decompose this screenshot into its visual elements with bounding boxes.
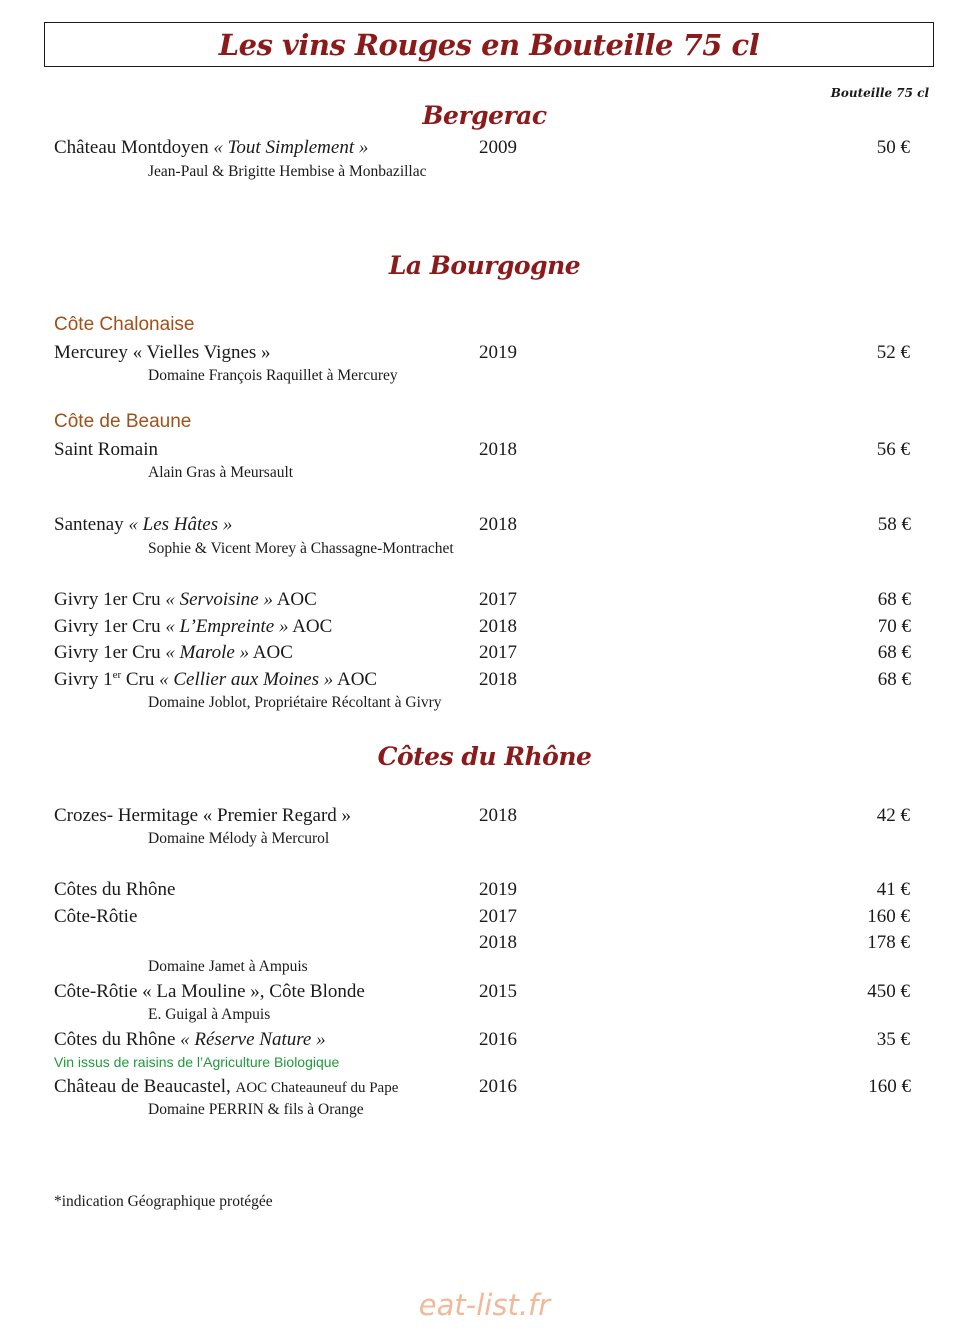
- wine-name: Crozes- Hermitage « Premier Regard »: [54, 805, 352, 826]
- wine-row-beaucastel: [0, 1076, 969, 1100]
- wine-producer: Sophie & Vicent Morey à Chassagne-Montrachet: [148, 540, 454, 557]
- wine-year: 2019: [479, 879, 517, 900]
- wine-row-mercurey: [0, 342, 969, 366]
- wine-year: 2015: [479, 981, 517, 1002]
- wine-row-cote-rotie: [0, 906, 969, 930]
- section-title-bourgogne: La Bourgogne: [388, 251, 581, 280]
- wine-price: 42 €: [876, 805, 910, 826]
- wine-name: Santenay « Les Hâtes »: [54, 514, 233, 535]
- wine-row-saint-romain: [0, 439, 969, 463]
- wine-price: 41 €: [876, 879, 910, 900]
- wine-name: Saint Romain: [54, 439, 158, 460]
- wine-row-givry-servoisine: [0, 589, 969, 613]
- wine-year: 2016: [479, 1029, 517, 1050]
- watermark: eat-list.fr: [418, 1288, 551, 1322]
- wine-year: 2018: [479, 805, 517, 826]
- wine-year: 2016: [479, 1076, 517, 1097]
- wine-producer: Jean-Paul & Brigitte Hembise à Monbazillac: [148, 163, 427, 180]
- wine-year: 2018: [479, 514, 517, 535]
- wine-producer: Alain Gras à Meursault: [148, 464, 294, 481]
- wine-row-montdoyen: [0, 137, 969, 161]
- wine-row-la-mouline: [0, 981, 969, 1005]
- wine-year: 2017: [479, 642, 517, 663]
- wine-producer: Domaine Joblot, Propriétaire Récoltant à Givry: [148, 694, 442, 711]
- subregion-beaune: Côte de Beaune: [54, 411, 192, 432]
- wine-price: 58 €: [877, 514, 911, 535]
- wine-year: 2017: [479, 906, 517, 927]
- wine-producer: Domaine François Raquillet à Mercurey: [148, 367, 398, 384]
- wine-name: Mercurey « Vielles Vignes »: [54, 342, 271, 363]
- wine-name: Givry 1er Cru « Servoisine » AOC: [54, 589, 317, 610]
- footnote: *indication Géographique protégée: [54, 1193, 273, 1210]
- column-header: Bouteille 75 cl: [830, 86, 929, 100]
- page-title: Les vins Rouges en Bouteille 75 cl: [218, 27, 760, 62]
- wine-row-cotes-du-rhone: [0, 879, 969, 903]
- wine-producer: Domaine Jamet à Ampuis: [148, 958, 308, 975]
- wine-name: Côtes du Rhône: [54, 879, 176, 900]
- wine-row-crozes: [0, 805, 969, 829]
- wine-price: 52 €: [876, 342, 910, 363]
- wine-row-givry-marole: [0, 642, 969, 666]
- wine-name: Givry 1er Cru « Marole » AOC: [54, 642, 293, 663]
- wine-row-givry-cellier: [0, 669, 969, 693]
- wine-price: 56 €: [876, 439, 910, 460]
- section-title-rhone: Côtes du Rhône: [377, 742, 592, 771]
- wine-price: 160 €: [867, 906, 910, 927]
- wine-name: Côtes du Rhône « Réserve Nature »: [54, 1029, 326, 1050]
- wine-producer: Domaine Mélody à Mercurol: [148, 830, 330, 847]
- wine-price: 178 €: [867, 932, 910, 953]
- wine-name: Côte-Rôtie: [54, 906, 138, 927]
- wine-year: 2018: [479, 616, 517, 637]
- wine-row-reserve-nature: [0, 1029, 969, 1053]
- wine-name: Givry 1er Cru « Cellier aux Moines » AOC: [54, 669, 378, 690]
- wine-producer: Domaine PERRIN & fils à Orange: [148, 1101, 364, 1118]
- wine-price: 160 €: [868, 1076, 911, 1097]
- organic-note: Vin issus de raisins de l’Agriculture Biologique: [54, 1054, 340, 1070]
- wine-name: Château de Beaucastel, AOC Chateauneuf du Pape: [54, 1076, 399, 1097]
- subregion-chalonaise: Côte Chalonaise: [54, 314, 195, 335]
- section-title-bergerac: Bergerac: [422, 101, 547, 130]
- wine-producer: E. Guigal à Ampuis: [148, 1006, 271, 1023]
- wine-price: 68 €: [877, 589, 911, 610]
- wine-year: 2018: [479, 932, 517, 953]
- wine-name: Givry 1er Cru « L’Empreinte » AOC: [54, 616, 333, 637]
- wine-price: 68 €: [877, 642, 911, 663]
- wine-name: Château Montdoyen « Tout Simplement »: [54, 137, 369, 158]
- wine-year: 2019: [479, 342, 517, 363]
- wine-row-santenay: [0, 514, 969, 538]
- wine-year: 2009: [479, 137, 517, 158]
- wine-price: 70 €: [877, 616, 911, 637]
- wine-price: 50 €: [876, 137, 910, 158]
- wine-year: 2018: [479, 439, 517, 460]
- wine-price: 35 €: [876, 1029, 910, 1050]
- wine-year: 2018: [479, 669, 517, 690]
- wine-price: 68 €: [877, 669, 911, 690]
- title-box: [44, 22, 934, 67]
- wine-row-cote-rotie-2018: [0, 932, 969, 956]
- wine-year: 2017: [479, 589, 517, 610]
- wine-name: Côte-Rôtie « La Mouline », Côte Blonde: [54, 981, 365, 1002]
- wine-row-givry-empreinte: [0, 616, 969, 640]
- wine-price: 450 €: [867, 981, 910, 1002]
